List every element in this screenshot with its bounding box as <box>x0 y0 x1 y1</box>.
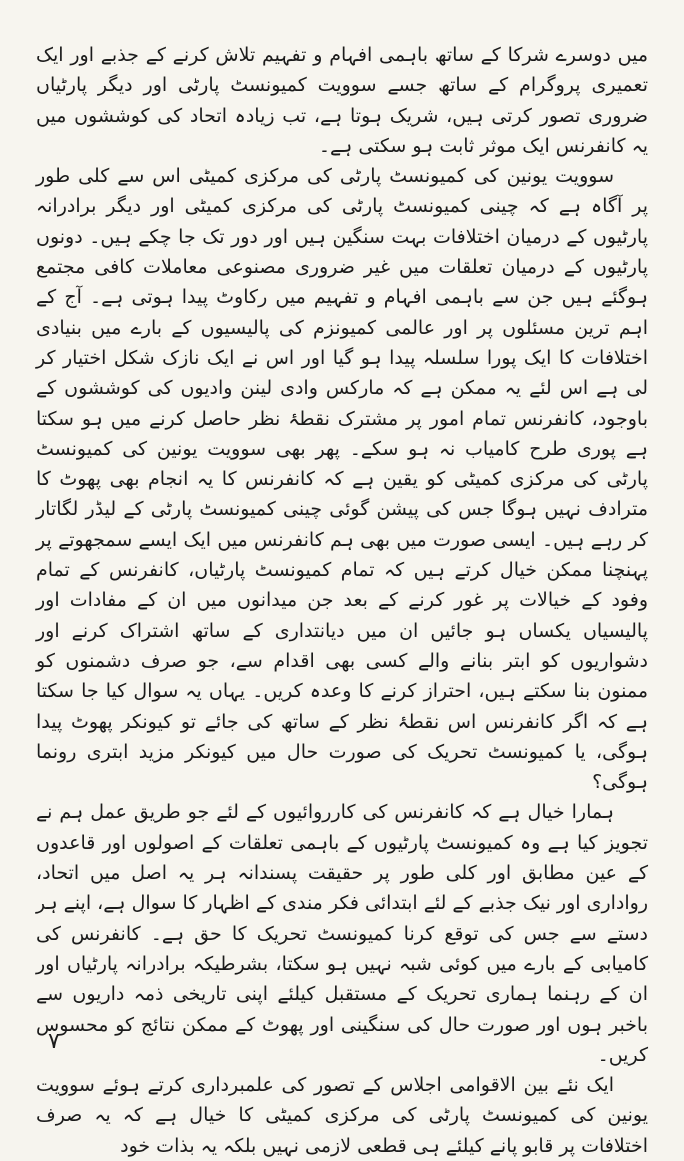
body-text <box>36 40 648 1161</box>
page-number: ۷ <box>48 1029 60 1054</box>
paragraph-4: ایک نئے بین الاقوامی اجلاس کے تصور کی علمبرداری کرتے ہوئے سوویت یونین کی کمیونسٹ پارٹی کی مرکزی کمیٹی کا خیال ہے کہ یہ صرف اختلافات پر قابو پانے کیلئے ہی قطعی لازمی نہیں بلکہ یہ بذات خود <box>36 1074 648 1157</box>
paragraph-1: میں دوسرے شرکا کے ساتھ باہمی افہام و تفہیم تلاش کرنے کے جذبے اور ایک تعمیری پروگرام کے ساتھ جسے سوویت کمیونسٹ پارٹی اور دیگر پارٹیاں ضروری تصور کرتی ہیں، شریک ہوتا ہے، تب زیادہ اتحاد کی کوششوں میں یہ کانفرنس ایک موثر ثابت ہو سکتی ہے۔ <box>36 44 648 157</box>
paragraph-3: ہمارا خیال ہے کہ کانفرنس کی کارروائیوں کے لئے جو طریق عمل ہم نے تجویز کیا ہے وہ کمیونسٹ پارٹیوں کے باہمی تعلقات کے اصولوں اور قاعدوں کے عین مطابق اور کلی طور پر حقیقت پسندانہ ہر یہ اصل میں اتحاد، رواداری اور نیک جذبے کے لئے ابتدائی فکر مندی کے اظہار کا سوال ہے، اپنے ہر دستے سے جس کی توقع کرنا کمیونسٹ تحریک کا حق ہے۔ کانفرنس کی کامیابی کے بارے میں کوئی شبہ نہیں ہو سکتا، بشرطیکہ برادرانہ پارٹیاں اور ان کے رہنما ہماری تحریک کے مستقبل کیلئے اپنی تاریخی ذمہ داریوں سے باخبر ہوں اور صورت حال کی سنگینی اور پھوٹ کے ممکن نتائج کو محسوس کریں۔ <box>36 801 648 1066</box>
paragraph-2: سوویت یونین کی کمیونسٹ پارٹی کی مرکزی کمیٹی اس سے کلی طور پر آگاہ ہے کہ چینی کمیونسٹ پارٹی کی مرکزی کمیٹی اور دیگر برادرانہ پارٹیوں کے درمیان اختلافات بہت سنگین ہیں اور دور تک جا چکے ہیں۔ دونوں پارٹیوں کے درمیان تعلقات میں غیر ضروری مصنوعی معاملات کافی مجتمع ہوگئے ہیں جن سے باہمی افہام و تفہیم میں رکاوٹ پیدا ہوتی ہے۔ آج کے اہم ترین مسئلوں پر اور عالمی کمیونزم کی پالیسیوں کے بارے میں بنیادی اختلافات کا ایک پورا سلسلہ پیدا ہو گیا اور اس نے ایک نازک شکل اختیار کر لی ہے اس لئے یہ ممکن ہے کہ مارکس وادی لینن وادیوں کی کوششوں کے باوجود، کانفرنس تمام امور پر مشترک نقطۂ نظر حاصل کرنے میں ہو سکتا ہے پوری طرح کامیاب نہ ہو سکے۔ پھر بھی سوویت یونین کی کمیونسٹ پارٹی کی مرکزی کمیٹی کو یقین ہے کہ کانفرنس کا یہ انجام بھی پھوٹ کا مترادف نہیں ہوگا جس کی پیشن گوئی چینی کمیونسٹ پارٹی کے لیڈر لگاتار کر رہے ہیں۔ ایسی صورت میں بھی ہم کانفرنس میں ایک ایسے سمجھوتے پر پہنچنا ممکن خیال کرتے ہیں کہ تمام کمیونسٹ پارٹیاں، کانفرنس کے تمام وفود کے خیالات پر غور کرنے کے بعد جن میدانوں میں ان کے مفادات اور پالیسیاں یکساں ہو جائیں ان میں دیانتداری کے ساتھ اشتراک کرنے اور دشواریوں کو ابتر بنانے والے کسی بھی اقدام سے، جو صرف دشمنوں کو ممنون بنا سکتے ہیں، احتراز کرنے کا وعدہ کریں۔ یہاں یہ سوال کیا جا سکتا ہے کہ اگر کانفرنس اس نقطۂ نظر کے ساتھ کی جائے تو کیونکر پھوٹ پیدا ہوگی، یا کمیونسٹ تحریک کی صورت حال میں کیونکر مزید ابتری رونما ہوگی؟ <box>36 165 648 794</box>
